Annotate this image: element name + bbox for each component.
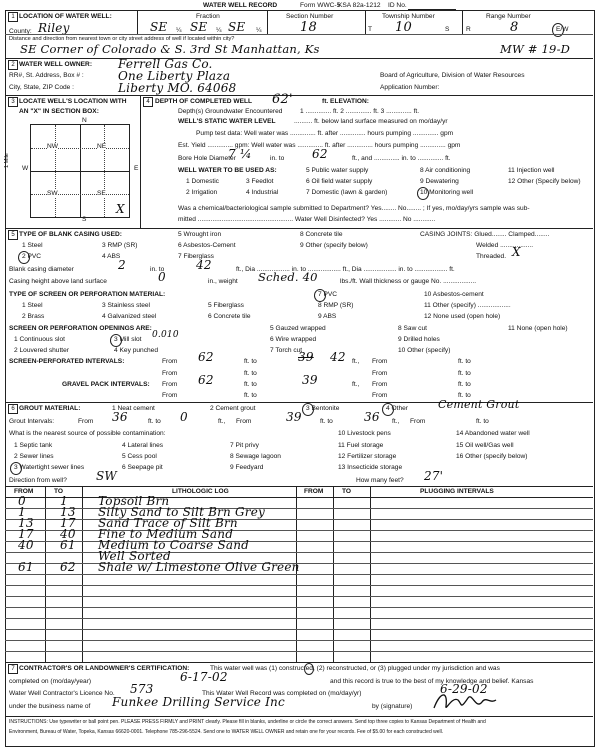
direction-label: Direction from well? <box>9 477 67 484</box>
welded-label: Welded .................. <box>476 242 534 249</box>
instructions-line-1: INSTRUCTIONS: Use typewriter or ball point pen. PLEASE PRESS FIRMLY and PRINT clearly. Please fill in blanks, underline or circle the correct answers. Send top three copies to Kansas Department of Health and <box>9 719 486 725</box>
screen-stainless[interactable]: 3 Stainless steel <box>102 302 151 309</box>
gravel-to-label: ft. to <box>244 381 257 388</box>
locate-label: LOCATE WELL'S LOCATION WITH <box>19 98 127 105</box>
perf-from-label-4: From <box>372 370 388 377</box>
screen-rmp[interactable]: 8 RMP (SR) <box>318 302 354 309</box>
signature-label: by (signature) <box>372 703 413 710</box>
pvc-circle <box>18 251 30 264</box>
log-ruled-line <box>5 629 593 630</box>
casing-concrete[interactable]: 8 Concrete tile <box>300 231 343 238</box>
rr-label: RR#, St. Address, Box # : <box>9 72 84 79</box>
slot-size-value: 0.010 <box>152 330 179 340</box>
perf-to-label-2: ft. to <box>458 358 471 365</box>
grout-from-label: From <box>78 418 94 425</box>
grout-to-1: 0 <box>180 410 188 424</box>
bore-value: 7 ¼ <box>228 147 252 161</box>
fraction-2: SE <box>190 20 208 34</box>
grout-other-circle <box>382 403 394 416</box>
log-ruled-line <box>5 541 593 542</box>
grout-from-label-3: From <box>410 418 426 425</box>
record-completed-label: This Water Well Record was completed on (mo/day/yr) <box>202 690 362 697</box>
log-ruled-line <box>5 585 593 586</box>
gravel-from-value: 62 <box>198 373 214 387</box>
use-air-conditioning[interactable]: 8 Air conditioning <box>420 167 471 174</box>
how-many-value: 27' <box>424 469 444 483</box>
compass-e: E <box>134 165 139 172</box>
licence-value: 573 <box>130 682 154 696</box>
use-industrial[interactable]: 4 Industrial <box>246 189 279 196</box>
screen-pvc-circle <box>314 289 326 302</box>
gravel-to-label-3: ft. to <box>244 392 257 399</box>
grout-other[interactable]: 4 Other <box>386 405 408 412</box>
perf-to-value: 42 <box>330 350 346 364</box>
form-number: Form WWC-5 <box>300 2 341 9</box>
use-label: WELL WATER TO BE USED AS: <box>178 167 277 174</box>
elevation-label: ft. ELEVATION: <box>322 98 370 105</box>
log-header-plugging: PLUGGING INTERVALS <box>420 488 494 495</box>
static-label: WELL'S STATIC WATER LEVEL <box>178 118 276 125</box>
casing-diameter-in: in. to <box>150 266 165 273</box>
casing-weight-value: Sched. 40 <box>258 270 318 284</box>
watertight-circle <box>10 462 22 475</box>
source-fertilizer[interactable]: 12 Fertilizer storage <box>338 453 397 460</box>
log-ruled-line <box>5 640 593 641</box>
grout-to-label-2: ft. to <box>320 418 333 425</box>
location-label: LOCATION OF WATER WELL: <box>19 13 112 20</box>
source-oil-gas-well[interactable]: 15 Oil well/Gas well <box>456 442 514 449</box>
bore-tail: ft., and .............. in. to .............. ft. <box>352 155 451 162</box>
perf-from-label-3: From <box>162 370 178 377</box>
business-label: under the business name of <box>9 703 91 710</box>
opening-key-punched[interactable]: 4 Key punched <box>114 347 158 354</box>
section-number-3: 3 <box>8 97 18 107</box>
fraction-label: Fraction <box>196 13 220 20</box>
log-ruled-line <box>5 552 593 553</box>
casing-joints: CASING JOINTS: Glued........ Clamped........ <box>420 231 550 238</box>
source-question: What is the nearest source of possible contamination: <box>9 430 166 437</box>
how-many-label: How many feet? <box>356 477 404 484</box>
log-header-from-2: FROM <box>304 488 324 495</box>
bentonite-circle <box>302 403 314 416</box>
grout-intervals-label: Grout Intervals: <box>9 418 55 425</box>
perf-from-label-2: From <box>372 358 388 365</box>
grout-to-2: 36 <box>364 410 380 424</box>
screen-pvc[interactable]: 7 PVC <box>318 291 338 298</box>
township-value: 10 <box>395 20 412 35</box>
log-header-lithologic: LITHOLOGIC LOG <box>172 488 229 495</box>
mile-label: 1 Mile <box>4 153 10 168</box>
location-x-mark: X <box>116 202 125 216</box>
certification-label: CONTRACTOR'S OR LANDOWNER'S CERTIFICATION: <box>19 665 190 672</box>
log-ruled-line <box>5 651 593 652</box>
section-value: 18 <box>300 20 317 35</box>
log-ruled-line <box>5 530 593 531</box>
instructions-line-2: Environment, Bureau of Water, Topeka, Kansas 66620-0001. Telephone 785-296-5524. Send one to WATER WELL OWNER and retain one for your records. Fee of $5.00 for each constructed well. <box>9 729 444 735</box>
certification-text: This water well was (1) constructed, (2) reconstructed, or (3) plugged under my jurisdiction and was <box>210 665 500 672</box>
perf-from-label: From <box>162 358 178 365</box>
log-from-cell: 13 <box>18 516 34 530</box>
log-header-to-2: TO <box>342 488 352 495</box>
screen-galvanized[interactable]: 4 Galvanized steel <box>102 313 157 320</box>
grout-label: GROUT MATERIAL: <box>19 405 81 412</box>
log-desc-cell: Topsoil Brn <box>98 494 170 508</box>
opening-torch-cut[interactable]: 7 Torch cut <box>270 347 303 354</box>
completed-label: completed on (mo/day/year) <box>9 678 92 685</box>
grout-ft-label: ft., <box>218 418 226 425</box>
bore-to-value: 62 <box>312 147 328 161</box>
source-feedyard[interactable]: 9 Feedyard <box>230 464 264 471</box>
source-seepage[interactable]: 6 Seepage pit <box>122 464 163 471</box>
completed-date: 6-17-02 <box>180 670 228 684</box>
log-from-cell: 61 <box>18 560 34 574</box>
source-sewer[interactable]: 2 Sewer lines <box>14 453 54 460</box>
screen-concrete[interactable]: 6 Concrete tile <box>208 313 251 320</box>
constructed-circle <box>304 663 314 675</box>
source-livestock[interactable]: 10 Livestock pens <box>338 430 391 437</box>
casing-label: TYPE OF BLANK CASING USED: <box>19 231 122 238</box>
casing-diameter-tail: ft., Dia .................. in. to .................. ft., Dia .................. in. to .................. ft. <box>236 266 455 273</box>
log-ruled-line <box>5 618 593 619</box>
log-to-cell: 1 <box>60 494 68 508</box>
casing-abs[interactable]: 4 ABS <box>102 253 121 260</box>
screen-other[interactable]: 11 Other (specify) .................. <box>424 302 511 309</box>
use-public-supply[interactable]: 5 Public water supply <box>306 167 369 174</box>
use-feedlot[interactable]: 3 Feedlot <box>246 178 274 185</box>
fraction-3: SE <box>228 20 246 34</box>
log-from-cell: 0 <box>18 494 26 508</box>
use-domestic[interactable]: 1 Domestic <box>186 178 219 185</box>
grout-other-value: Cement Grout <box>438 398 520 411</box>
monitoring-circle <box>417 187 429 200</box>
screen-brass[interactable]: 2 Brass <box>22 313 45 320</box>
log-from-cell: 1 <box>18 505 26 519</box>
threaded-label: Threaded. <box>476 253 507 260</box>
casing-diameter-label: Blank casing diameter <box>9 266 74 273</box>
quarter-mark-1: ¼ <box>176 27 182 34</box>
source-watertight-sewer[interactable]: 3 Watertight sewer lines <box>14 464 85 471</box>
opening-continuous[interactable]: 1 Continuous slot <box>14 336 65 343</box>
casing-fiberglass[interactable]: 7 Fiberglass <box>178 253 214 260</box>
section-number-4: 4 <box>143 97 153 107</box>
log-header-to: TO <box>54 488 64 495</box>
fraction-1: SE <box>150 20 168 34</box>
section-label: Section Number <box>286 13 334 20</box>
quarter-mark-2: ¼ <box>216 27 222 34</box>
gravel-label: GRAVEL PACK INTERVALS: <box>62 381 150 388</box>
owner-address: One Liberty Plaza <box>118 69 231 83</box>
id-no-label: ID No. <box>388 2 407 9</box>
screen-fiberglass[interactable]: 5 Fiberglass <box>208 302 244 309</box>
source-cess-pool[interactable]: 5 Cess pool <box>122 453 157 460</box>
opening-mill-slot[interactable]: 3 Mill slot <box>114 336 142 343</box>
ksa-number: KSA 82a-1212 <box>338 2 381 9</box>
quadrant-se: SE <box>97 190 106 197</box>
source-abandoned-well[interactable]: 14 Abandoned water well <box>456 430 530 437</box>
signature-image <box>430 688 500 714</box>
gravel-to-label-2: ft. to <box>458 381 471 388</box>
township-label: Township Number <box>382 13 435 20</box>
depth-label: DEPTH OF COMPLETED WELL <box>155 98 253 105</box>
distance-label: Distance and direction from nearest town or city street address of well if located within city? <box>9 36 235 42</box>
source-lateral[interactable]: 4 Lateral lines <box>122 442 164 449</box>
casing-asbestos[interactable]: 6 Asbestos-Cement <box>178 242 236 249</box>
perforated-label: SCREEN-PERFORATED INTERVALS: <box>9 358 125 365</box>
grout-from-label-2: From <box>236 418 252 425</box>
section-number-7: 7 <box>8 664 18 674</box>
direction-value: SW <box>96 469 117 483</box>
sample-question: Was a chemical/bacteriological sample submitted to Department? Yes........ No........ ; If yes, mo/day/yrs sample was sub- <box>178 205 530 212</box>
grout-cement-grout[interactable]: 2 Cement grout <box>210 405 256 412</box>
range-r: R <box>466 26 471 33</box>
perf-to-struck: 39 <box>298 350 314 364</box>
bore-in-label: in. to <box>270 155 285 162</box>
log-to-cell: 40 <box>60 527 76 541</box>
log-desc-cell: Shale w/ Limestone Olive Green <box>98 560 300 574</box>
casing-diameter-value: 2 <box>118 258 126 272</box>
log-ruled-line <box>5 607 593 608</box>
depth-value: 62' <box>272 92 293 107</box>
casing-height-label: Casing height above land surface <box>9 278 107 285</box>
casing-rmp[interactable]: 3 RMP (SR) <box>102 242 138 249</box>
opening-wire-wrapped[interactable]: 6 Wire wrapped <box>270 336 317 343</box>
perf-to-label: ft. to <box>244 358 257 365</box>
log-desc-cell: Fine to Medium Sand <box>98 527 234 541</box>
application-label: Application Number: <box>380 84 440 91</box>
section-number-2: 2 <box>8 60 18 70</box>
log-desc-cell: Well Sorted <box>98 549 171 563</box>
certification-text-2: and this record is true to the best of my knowledge and belief. Kansas <box>330 678 534 685</box>
opening-saw-cut[interactable]: 8 Saw cut <box>398 325 427 332</box>
source-septic[interactable]: 1 Septic tank <box>14 442 53 449</box>
log-ruled-line <box>5 508 593 509</box>
opening-other[interactable]: 10 Other (specify) <box>398 347 451 354</box>
use-oil-field[interactable]: 6 Oil field water supply <box>306 178 373 185</box>
est-yield: Est. Yield .............. gpm: Well water was .............. ft. after .............. hours pumping .............. gpm <box>178 142 461 149</box>
record-completed-date: 6-29-02 <box>440 682 488 696</box>
owner-name: Ferrell Gas Co. <box>118 57 213 71</box>
bore-label: Bore Hole Diameter <box>178 155 236 162</box>
screen-label: TYPE OF SCREEN OR PERFORATION MATERIAL: <box>9 291 166 298</box>
township-t: T <box>368 26 373 33</box>
source-insecticide[interactable]: 13 Insecticide storage <box>338 464 403 471</box>
threaded-x-mark: X <box>512 245 521 259</box>
log-ruled-line <box>5 574 593 575</box>
source-lagoon[interactable]: 8 Sewage lagoon <box>230 453 281 460</box>
use-dewatering[interactable]: 9 Dewatering <box>420 178 459 185</box>
screen-asbestos[interactable]: 10 Asbestos-cement <box>424 291 484 298</box>
casing-other[interactable]: 9 Other (specify below) <box>300 242 368 249</box>
screen-steel[interactable]: 1 Steel <box>22 302 43 309</box>
log-from-cell: 40 <box>18 538 34 552</box>
encountered-label: Depth(s) Groundwater Encountered <box>178 108 283 115</box>
grout-to-label: ft. to <box>148 418 161 425</box>
perf-to-label-4: ft. to <box>458 370 471 377</box>
grout-ft-label-2: ft., <box>392 418 400 425</box>
casing-height-tail: lbs./ft. Wall thickness or gauge No. .................. <box>340 278 477 285</box>
grout-to-label-3: ft. to <box>476 418 489 425</box>
board-text: Board of Agriculture, Division of Water Resources <box>380 72 525 79</box>
grout-from-1: 36 <box>112 410 128 424</box>
section-box <box>30 124 130 218</box>
opening-louvered[interactable]: 2 Louvered shutter <box>14 347 69 354</box>
casing-pvc[interactable]: 2 PVC <box>22 253 42 260</box>
range-value: 8 <box>510 20 519 35</box>
range-ew: E/W <box>556 26 569 33</box>
grout-neat-cement[interactable]: 1 Neat cement <box>112 405 155 412</box>
county-label: County: <box>9 28 32 35</box>
log-desc-cell: Silty Sand to Silt Brn Grey <box>98 505 266 519</box>
section-number-5: 5 <box>8 230 18 240</box>
perf-ft-label: ft., <box>352 358 360 365</box>
use-lawn-garden[interactable]: 7 Domestic (lawn & garden) <box>306 189 388 196</box>
licence-label: Water Well Contractor's Licence No. <box>9 690 115 697</box>
distance-value: SE Corner of Colorado & S. 3rd St Manhattan, Ks <box>20 42 320 56</box>
mw-value: MW # 19-D <box>500 42 571 56</box>
openings-label: SCREEN OR PERFORATION OPENINGS ARE: <box>9 325 152 332</box>
gravel-ft-label: ft., <box>352 381 360 388</box>
business-name: Funkee Drilling Service Inc <box>112 695 285 709</box>
use-injection-well[interactable]: 11 Injection well <box>508 167 555 174</box>
gravel-from-label: From <box>162 381 178 388</box>
use-monitoring-well[interactable]: 10 Monitoring well <box>420 189 474 196</box>
casing-wrought-iron[interactable]: 5 Wrought iron <box>178 231 222 238</box>
pump-test: Pump test data: Well water was .............. ft. after .............. hours pumping .............. gpm <box>196 130 454 137</box>
owner-label: WATER WELL OWNER: <box>19 61 93 68</box>
log-ruled-line <box>5 519 593 520</box>
city-label: City, State, ZIP Code : <box>9 84 74 91</box>
quadrant-sw: SW <box>47 190 58 197</box>
casing-to-value: 42 <box>196 258 212 272</box>
source-other[interactable]: 16 Other (specify below) <box>456 453 528 460</box>
owner-city: Liberty MO. 64068 <box>118 81 237 95</box>
log-to-cell: 17 <box>60 516 76 530</box>
log-header-from: FROM <box>14 488 34 495</box>
log-to-cell: 62 <box>60 560 76 574</box>
opening-none[interactable]: 11 None (open hole) <box>508 325 568 332</box>
perf-to-label-3: ft. to <box>244 370 257 377</box>
log-to-cell: 61 <box>60 538 76 552</box>
compass-n: N <box>82 117 87 124</box>
range-label: Range Number <box>486 13 531 20</box>
gravel-from-label-3: From <box>162 392 178 399</box>
sample-question-2: mitted .................................................... Water Well Disinfected? Yes ............ No ............ <box>178 216 436 223</box>
source-fuel[interactable]: 11 Fuel storage <box>338 442 384 449</box>
casing-steel[interactable]: 1 Steel <box>22 242 43 249</box>
township-s: S <box>445 26 450 33</box>
source-pit-privy[interactable]: 7 Pit privy <box>230 442 259 449</box>
quadrant-nw: NW <box>47 143 58 150</box>
casing-height-value: 0 <box>158 270 166 284</box>
use-other[interactable]: 12 Other (Specify below) <box>508 178 581 185</box>
section-number-6: 6 <box>8 404 18 414</box>
grout-bentonite[interactable]: 3 Bentonite <box>306 405 340 412</box>
log-desc-cell: Sand Trace of Silt Brn <box>98 516 238 530</box>
log-ruled-line <box>5 596 593 597</box>
casing-weight-label: in., weight <box>208 278 238 285</box>
log-to-cell: 13 <box>60 505 76 519</box>
gravel-to-value: 39 <box>302 373 318 387</box>
county-value: Riley <box>38 21 70 35</box>
log-from-cell: 17 <box>18 527 34 541</box>
opening-drilled[interactable]: 9 Drilled holes <box>398 336 440 343</box>
gravel-from-label-4: From <box>372 392 388 399</box>
perf-from-value: 62 <box>198 350 214 364</box>
section-number-1: 1 <box>8 12 18 22</box>
quadrant-ne: NE <box>97 143 107 150</box>
quarter-mark-3: ¼ <box>256 27 262 34</box>
form-title: WATER WELL RECORD <box>203 2 278 9</box>
screen-abs[interactable]: 9 ABS <box>318 313 337 320</box>
screen-none[interactable]: 12 None used (open hole) <box>424 313 501 320</box>
gravel-to-label-4: ft. to <box>458 392 471 399</box>
locate-label-2: AN "X" IN SECTION BOX: <box>19 108 99 115</box>
static-tail: .......... ft. below land surface measured on mo/day/yr <box>294 118 448 125</box>
gravel-from-label-2: From <box>372 381 388 388</box>
grout-from-2: 39 <box>286 410 302 424</box>
opening-gauzed[interactable]: 5 Gauzed wrapped <box>270 325 326 332</box>
encountered-tail: 1 .............. ft. 2 .............. ft. 3 .............. ft. <box>300 108 420 115</box>
mill-slot-circle <box>110 334 122 347</box>
use-irrigation[interactable]: 2 Irrigation <box>186 189 218 196</box>
log-desc-cell: Medium to Coarse Sand <box>98 538 250 552</box>
compass-s: S <box>82 216 87 223</box>
compass-w: W <box>22 165 29 172</box>
